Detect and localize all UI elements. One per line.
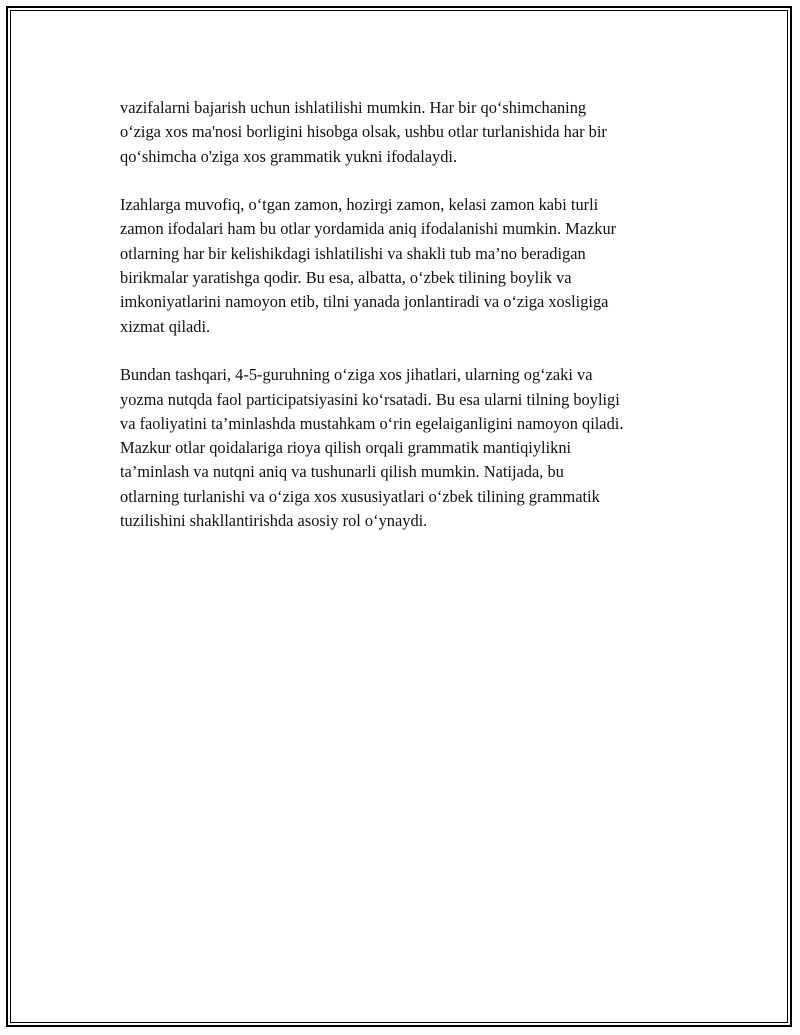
paragraph-line: o‘ziga xos ma'nosi borligini hisobga olsak, ushbu otlar turlanishida har bir: [120, 122, 607, 142]
paragraph-line: vazifalarni bajarish uchun ishlatilishi mumkin. Har bir qo‘shimchaning: [120, 98, 587, 117]
paragraph-line: otlarning har bir kelishikdagi ishlatilishi va shakli tub ma’no beradigan: [120, 243, 586, 263]
page-frame: [6, 6, 792, 1027]
paragraph-line: otlarning turlanishi va o‘ziga xos xususiyatlari o‘zbek tilining grammatik: [120, 486, 600, 506]
paragraph-line: Mazkur otlar qoidalariga rioya qilish orqali grammatik mantiqiylikni: [120, 438, 572, 458]
paragraph-line: Izahlarga muvofiq, o‘tgan zamon, hozirgi zamon, kelasi zamon kabi turli: [120, 195, 599, 215]
document-body: [120, 96, 700, 558]
paragraph-line: qo‘shimcha o'ziga xos grammatik yukni ifodalaydi.: [120, 146, 458, 166]
paragraph-line: birikmalar yaratishga qodir. Bu esa, albatta, o‘zbek tilining boylik va: [120, 268, 572, 288]
paragraph-line: ta’minlash va nutqni aniq va tushunarli qilish mumkin. Natijada, bu: [120, 462, 564, 482]
paragraph-1: [120, 96, 700, 169]
paragraph-line: Bundan tashqari, 4-5-guruhning o‘ziga xos jihatlari, ularning og‘zaki va: [120, 365, 593, 385]
paragraph-line: zamon ifodalari ham bu otlar yordamida aniq ifodalanishi mumkin. Mazkur: [120, 219, 617, 239]
paragraph-line: tuzilishini shakllantirishda asosiy rol o‘ynaydi.: [120, 511, 428, 531]
paragraph-line: yozma nutqda faol participatsiyasini ko‘rsatadi. Bu esa ularni tilning boyligi: [120, 389, 620, 409]
paragraph-line: xizmat qiladi.: [120, 316, 211, 336]
paragraph-line: imkoniyatlarini namoyon etib, tilni yanada jonlantiradi va o‘ziga xosligiga: [120, 292, 609, 312]
paragraph-line: va faoliyatini ta’minlashda mustahkam o‘rin egelaiganligini namoyon qiladi.: [120, 413, 624, 433]
paragraph-3: [120, 363, 700, 533]
paragraph-2: [120, 193, 700, 339]
